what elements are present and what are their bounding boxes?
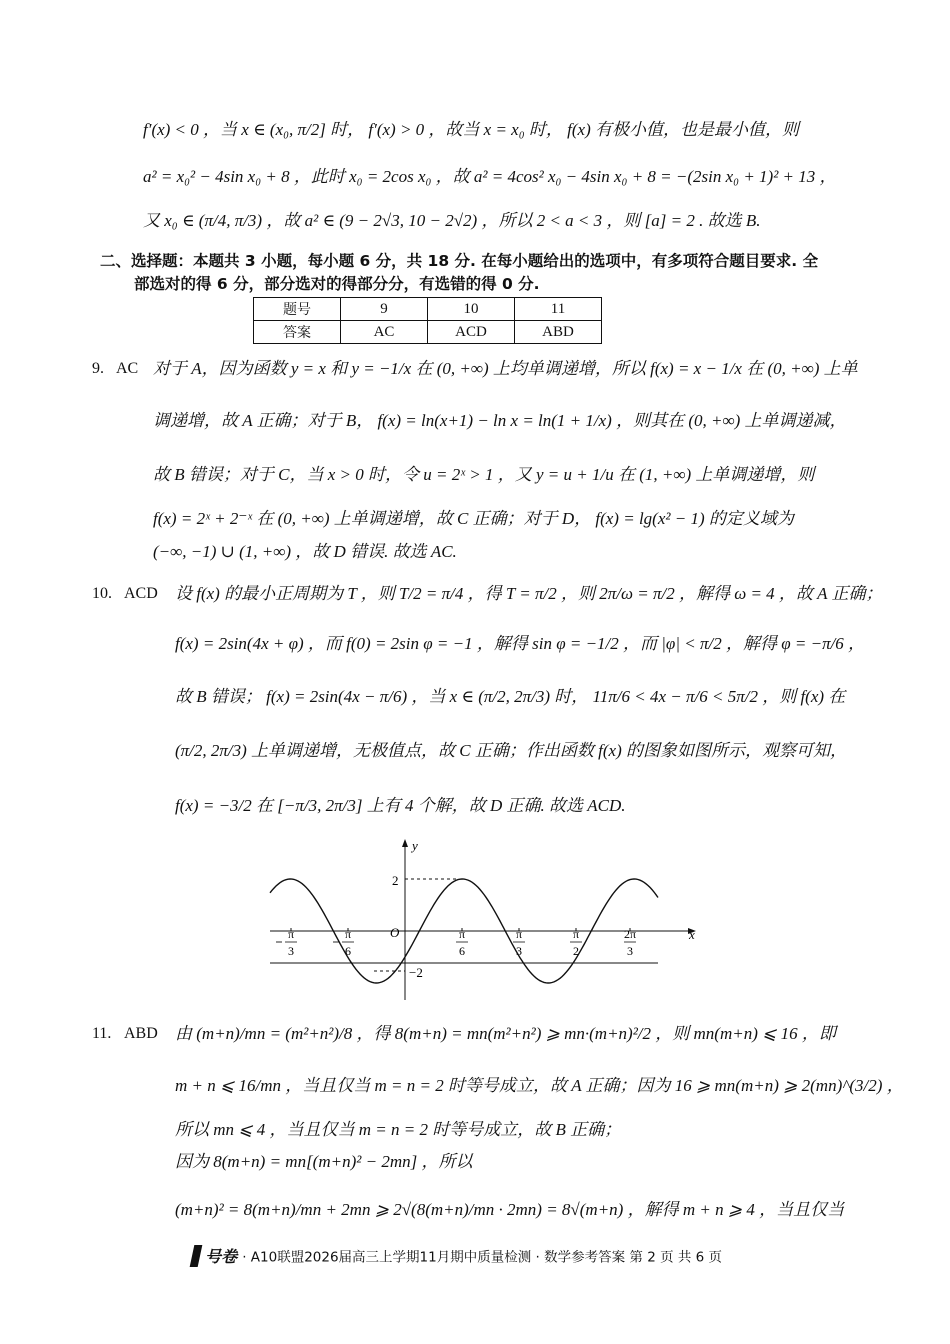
- solution-line: 故 B 错误； f(x) = 2sin(4x − π/6) ，当 x ∈ (π/2, 2π/3) 时， 11π/6 < 4x − π/6 < 5π/2 ，则 f(x) 在: [175, 687, 846, 706]
- question-answer: ABD: [124, 1025, 158, 1042]
- solution-line: 由 (m+n)/mn = (m²+n²)/8 ，得 8(m+n) = mn(m²+n²) ⩾ mn·(m+n)²/2 ，则 mn(m+n) ⩽ 16 ，即: [175, 1024, 836, 1043]
- x-tick-denominator: 3: [516, 944, 522, 958]
- function-graph: [260, 835, 700, 1005]
- origin-label: O: [390, 925, 400, 940]
- solution-line: f′(x) < 0 ，当 x ∈ (x₀, π/2] 时， f′(x) > 0 ，故当 x = x₀ 时， f(x) 有极小值，也是最小值，则: [143, 120, 799, 139]
- table-cell: 11: [515, 298, 602, 321]
- table-cell: AC: [341, 321, 428, 344]
- solution-line: m + n ⩽ 16/mn ，当且仅当 m = n = 2 时等号成立，故 A 正确；因为 16 ⩾ mn(m+n) ⩾ 2(mn)^(3/2) ，: [175, 1076, 904, 1095]
- table-row: [254, 298, 602, 321]
- question-number: 11.: [92, 1025, 112, 1042]
- x-tick-denominator: 3: [288, 944, 294, 958]
- solution-line: 所以 mn ⩽ 4 ，当且仅当 m = n = 2 时等号成立，故 B 正确；: [175, 1120, 622, 1139]
- logo-mark-icon: [190, 1245, 203, 1267]
- table-cell: 10: [428, 298, 515, 321]
- x-tick-numerator: π: [458, 927, 466, 941]
- table-row: [254, 321, 602, 344]
- table-cell: ACD: [428, 321, 515, 344]
- solution-line: (−∞, −1) ∪ (1, +∞) ，故 D 错误. 故选 AC.: [153, 542, 457, 561]
- x-tick-denominator: 6: [345, 944, 351, 958]
- y-axis-arrow: [402, 839, 408, 847]
- footer: [192, 1244, 722, 1267]
- footer-text: · A10联盟2026届高三上学期11月期中质量检测 · 数学参考答案 第 2 页 共 6 页: [242, 1249, 723, 1266]
- solution-line: f(x) = −3/2 在 [−π/3, 2π/3] 上有 4 个解，故 D 正确. 故选 ACD.: [175, 796, 626, 815]
- x-tick-denominator: 3: [627, 944, 633, 958]
- x-tick-labels: [276, 927, 636, 958]
- answer-table: [253, 297, 602, 344]
- section-heading: 部选对的得 6 分，部分选对的得部分分，有选错的得 0 分.: [134, 275, 540, 293]
- solution-line: f(x) = 2ˣ + 2⁻ˣ 在 (0, +∞) 上单调递增，故 C 正确；对于 D， f(x) = lg(x² − 1) 的定义域为: [153, 509, 794, 528]
- x-tick-numerator: π: [344, 927, 352, 941]
- solution-line: f(x) = 2sin(4x + φ) ，而 f(0) = 2sin φ = −1 ，解得 sin φ = −1/2 ，而 |φ| < π/2 ，解得 φ = −π/6 ，: [175, 634, 866, 653]
- y-max-label: 2: [392, 873, 399, 888]
- x-tick-numerator: π: [572, 927, 580, 941]
- question-number: 10.: [92, 585, 112, 602]
- x-tick-denominator: 6: [459, 944, 465, 958]
- solution-line: 调递增，故 A 正确；对于 B， f(x) = ln(x+1) − ln x = ln(1 + 1/x) ，则其在 (0, +∞) 上单调递减，: [153, 411, 847, 430]
- table-header-cell: 答案: [254, 321, 341, 344]
- solution-line: (π/2, 2π/3) 上单调递增，无极值点，故 C 正确；作出函数 f(x) 的图象如图所示，观察可知，: [175, 741, 847, 760]
- x-axis-label: x: [689, 927, 695, 942]
- x-tick-numerator: 2π: [623, 927, 637, 941]
- section-heading: 二、选择题：本题共 3 小题，每小题 6 分，共 18 分. 在每小题给出的选项中，有多项符合题目要求. 全: [100, 252, 819, 270]
- question-answer: ACD: [124, 585, 158, 602]
- solution-line: (m+n)² = 8(m+n)/mn + 2mn ⩾ 2√(8(m+n)/mn · 2mn) = 8√(m+n) ，解得 m + n ⩾ 4 ，当且仅当: [175, 1200, 845, 1219]
- solution-line: 因为 8(m+n) = mn[(m+n)² − 2mn] ，所以: [175, 1152, 473, 1171]
- solution-line: 又 x₀ ∈ (π/4, π/3) ，故 a² ∈ (9 − 2√3, 10 − 2√2) ，所以 2 < a < 3 ，则 [a] = 2 . 故选 B.: [143, 211, 761, 230]
- logo-text: 号卷: [205, 1247, 238, 1266]
- x-tick-numerator: π: [515, 927, 523, 941]
- question-number: 9.: [92, 360, 104, 377]
- table-cell: ABD: [515, 321, 602, 344]
- y-min-label: −2: [409, 965, 423, 980]
- x-tick-denominator: 2: [573, 944, 579, 958]
- question-answer: AC: [116, 360, 139, 377]
- solution-line: a² = x₀² − 4sin x₀ + 8 ，此时 x₀ = 2cos x₀ ，故 a² = 4cos² x₀ − 4sin x₀ + 8 = −(2sin x₀ + 1)² + 13 ，: [143, 167, 837, 186]
- solution-line: 设 f(x) 的最小正周期为 T ，则 T/2 = π/4 ，得 T = π/2 ，则 2π/ω = π/2 ，解得 ω = 4 ，故 A 正确；: [175, 584, 883, 603]
- solution-line: 故 B 错误；对于 C，当 x > 0 时，令 u = 2ˣ > 1 ，又 y = u + 1/u 在 (1, +∞) 上单调递增，则: [153, 465, 815, 484]
- table-header-cell: 题号: [254, 298, 341, 321]
- table-cell: 9: [341, 298, 428, 321]
- x-tick-numerator: π: [287, 927, 295, 941]
- solution-line: 对于 A，因为函数 y = x 和 y = −1/x 在 (0, +∞) 上均单调递增，所以 f(x) = x − 1/x 在 (0, +∞) 上单: [153, 359, 858, 378]
- y-axis-label: y: [412, 838, 418, 853]
